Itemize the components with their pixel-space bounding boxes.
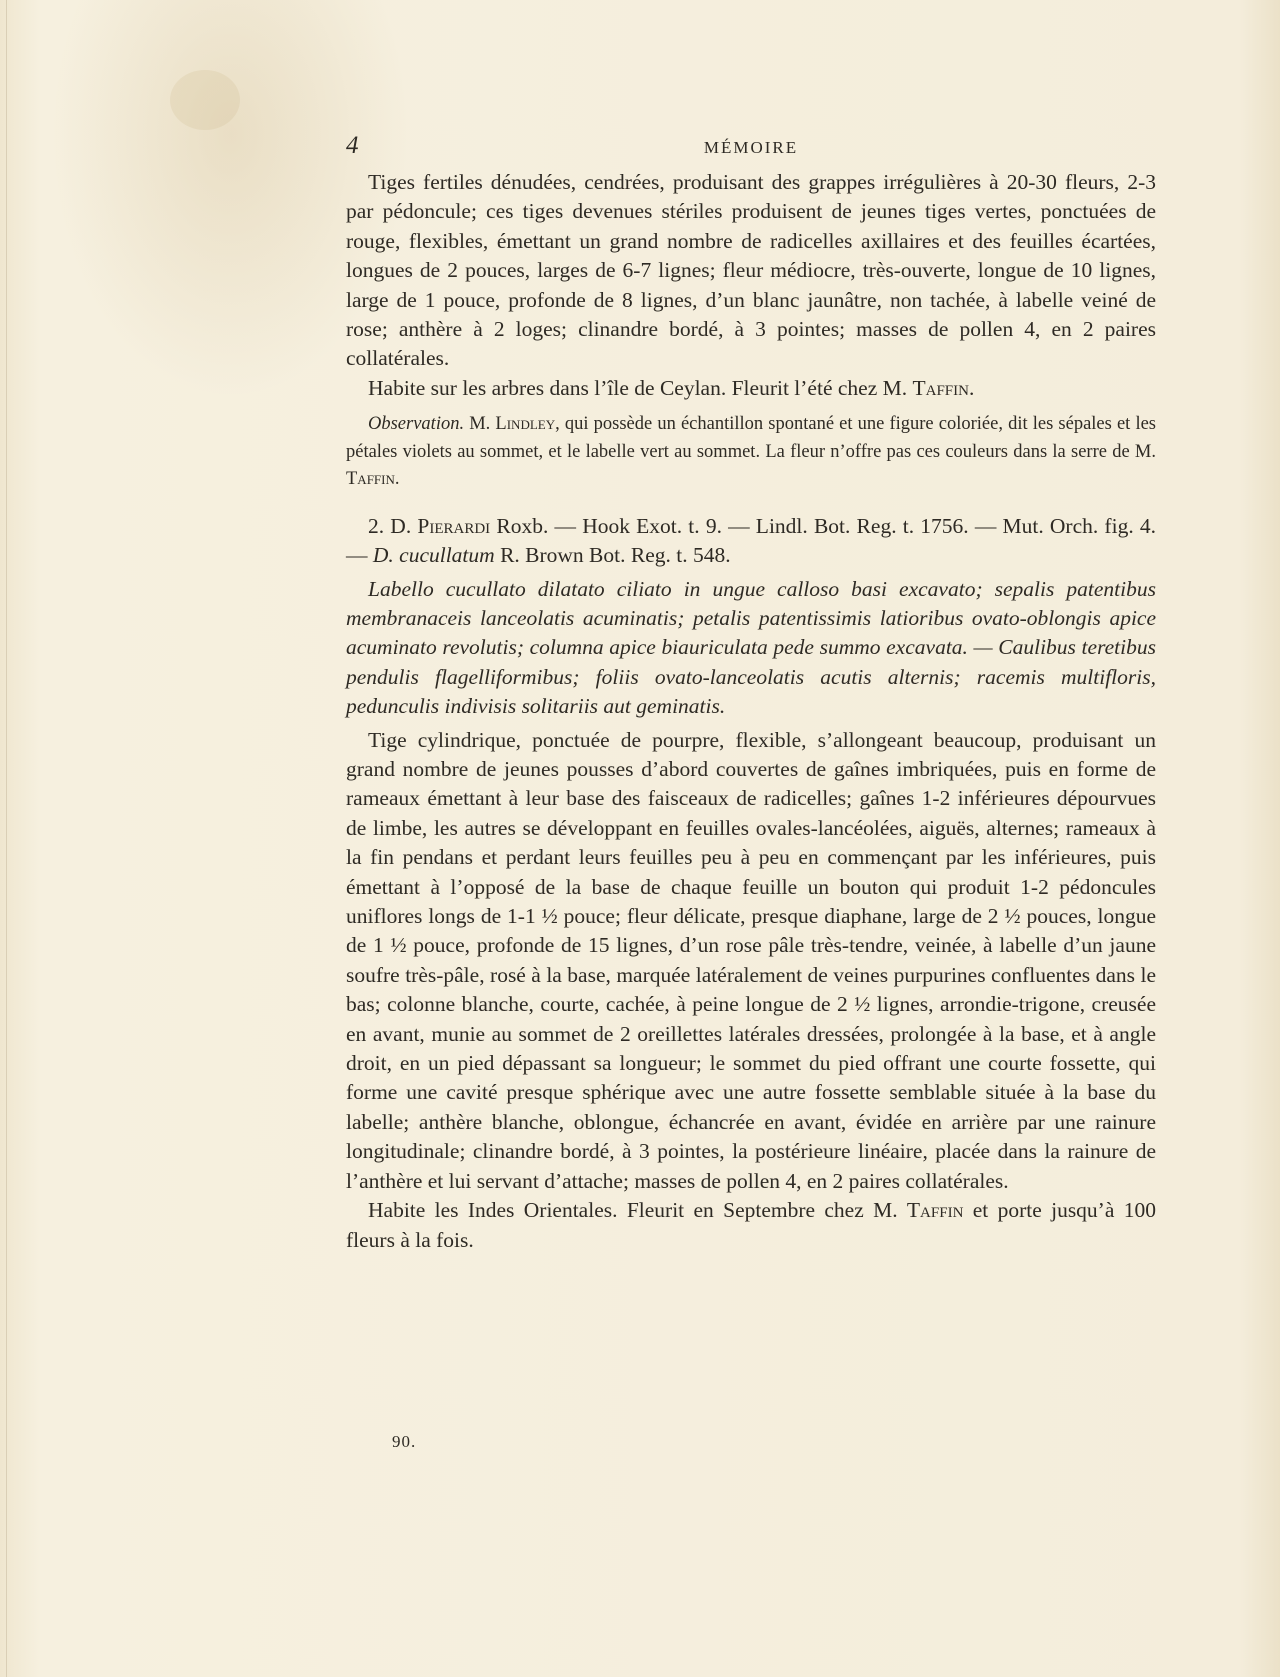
person-name: Taffin <box>912 375 969 400</box>
observation-label: Observation. <box>368 414 465 435</box>
habitat-1-text: Habite sur les arbres dans l’île de Ceylan. Fleurit l’été chez M. <box>368 375 913 400</box>
entry-references: Roxb. — Hook Exot. t. 9. — Lindl. Bot. Reg. t. 1756. — Mut. Orch. fig. 4. — <box>346 513 1156 568</box>
observation-end: . <box>394 469 400 490</box>
habitat-2-text: Habite les Indes Orientales. Fleurit en Septembre chez M. <box>368 1198 907 1223</box>
person-name: Lindley <box>495 414 556 435</box>
habitat-1-end: . <box>968 375 975 400</box>
observation-pre: M. <box>464 414 496 435</box>
page-body <box>346 168 1156 1255</box>
paragraph-habitat-1 <box>346 374 1156 403</box>
latin-diagnosis: Labello cucullato dilatato ciliato in ungue calloso basi excavato; sepalis patentibus membranaceis lanceolatis acuminatis; petalis patentissimis latioribus ovato-oblongis apice acuminato revolutis; columna apice biauriculata pede summo excavata. — Caulibus teretibus pendulis flagelliformibus; foliis ovato-lanceolatis acutis alternis; racemis multifloris, pedunculis indivisis solitariis aut geminatis. <box>346 576 1156 719</box>
running-title: MÉMOIRE <box>703 138 799 157</box>
person-name: Taffin <box>906 1198 964 1223</box>
paper-stain <box>170 70 240 130</box>
synonym-name: D. cucullatum <box>372 543 495 568</box>
person-name: Taffin <box>346 469 395 490</box>
entry-references-end: R. Brown Bot. Reg. t. 548. <box>494 543 731 568</box>
species-name: Pierardi <box>417 513 491 538</box>
page-number: 4 <box>346 132 359 159</box>
entry-number: 2. D. <box>368 513 418 538</box>
page-edge-line <box>6 0 7 1677</box>
paragraph-description-1: Tiges fertiles dénudées, cendrées, produisant des grappes irrégulières à 20-30 fleurs, 2-3 par pédoncule; ces tiges devenues stériles produisent de jeunes tiges vertes, ponctuées de rouge, flexibles, émettant un grand nombre de radicelles axillaires et des feuilles écartées, longues de 2 pouces, larges de 6-7 lignes; fleur médiocre, très-ouverte, longue de 10 lignes, large de 1 pouce, profonde de 8 lignes, d’un blanc jaunâtre, non tachée, à labelle veiné de rose; anthère à 2 loges; clinandre bordé, à 3 pointes; masses de pollen 4, en 2 paires collatérales. <box>346 170 1156 371</box>
observation-text: , qui possède un échantillon spontané et une figure coloriée, dit les sépales et les pétales violets au sommet, et le labelle vert au sommet. La fleur n’offre pas ces couleurs dans la serre de M. <box>346 414 1156 462</box>
paragraph-description-2: Tige cylindrique, ponctuée de pourpre, flexible, s’allongeant beaucoup, produisant un grand nombre de jeunes pousses d’abord couvertes de gaînes imbriquées, puis en forme de rameaux émettant à leur base des faisceaux de radicelles; gaînes 1-2 inférieures dépourvues de limbe, les autres se développant en feuilles ovales-lancéolées, aiguës, alternes; rameaux à la fin pendans et perdant leurs feuilles peu à peu en commençant par les inférieures, puis émettant à l’opposé de la base de chaque feuille un bouton qui produit 1-2 pédoncules uniflores longs de 1-1 ½ pouce; fleur délicate, presque diaphane, large de 2 ½ pouces, longue de 1 ½ pouce, profonde de 15 lignes, d’un rose pâle très-tendre, veinée, à labelle d’un jaune soufre très-pâle, rosé à la base, marquée latéralement de veines purpurines confluentes dans le bas; colonne blanche, courte, cachée, à peine longue de 2 ½ lignes, arrondie-trigone, creusée en avant, munie au sommet de 2 oreillettes latérales dressées, prolongée à la base, et à angle droit, en un pied dépassant sa longueur; le sommet du pied offrant une courte fossette, qui forme une cavité presque sphérique avec une autre fossette semblable située à la base du labelle; anthère blanche, oblongue, échancrée en avant, évidée en arrière par une rainure longitudinale; clinandre bordé, à 3 pointes, la postérieure linéaire, placée dans la rainure de l’anthère et lui servant d’attache; masses de pollen 4, en 2 paires collatérales. <box>346 727 1156 1193</box>
species-entry-heading <box>346 512 1156 571</box>
page-header <box>346 132 1156 162</box>
observation-note <box>346 411 1156 494</box>
paragraph-habitat-2 <box>346 1196 1156 1255</box>
habitat-2-end: et porte jusqu’à 100 fleurs à la fois. <box>346 1198 1156 1252</box>
signature-mark: 90. <box>392 1432 417 1451</box>
